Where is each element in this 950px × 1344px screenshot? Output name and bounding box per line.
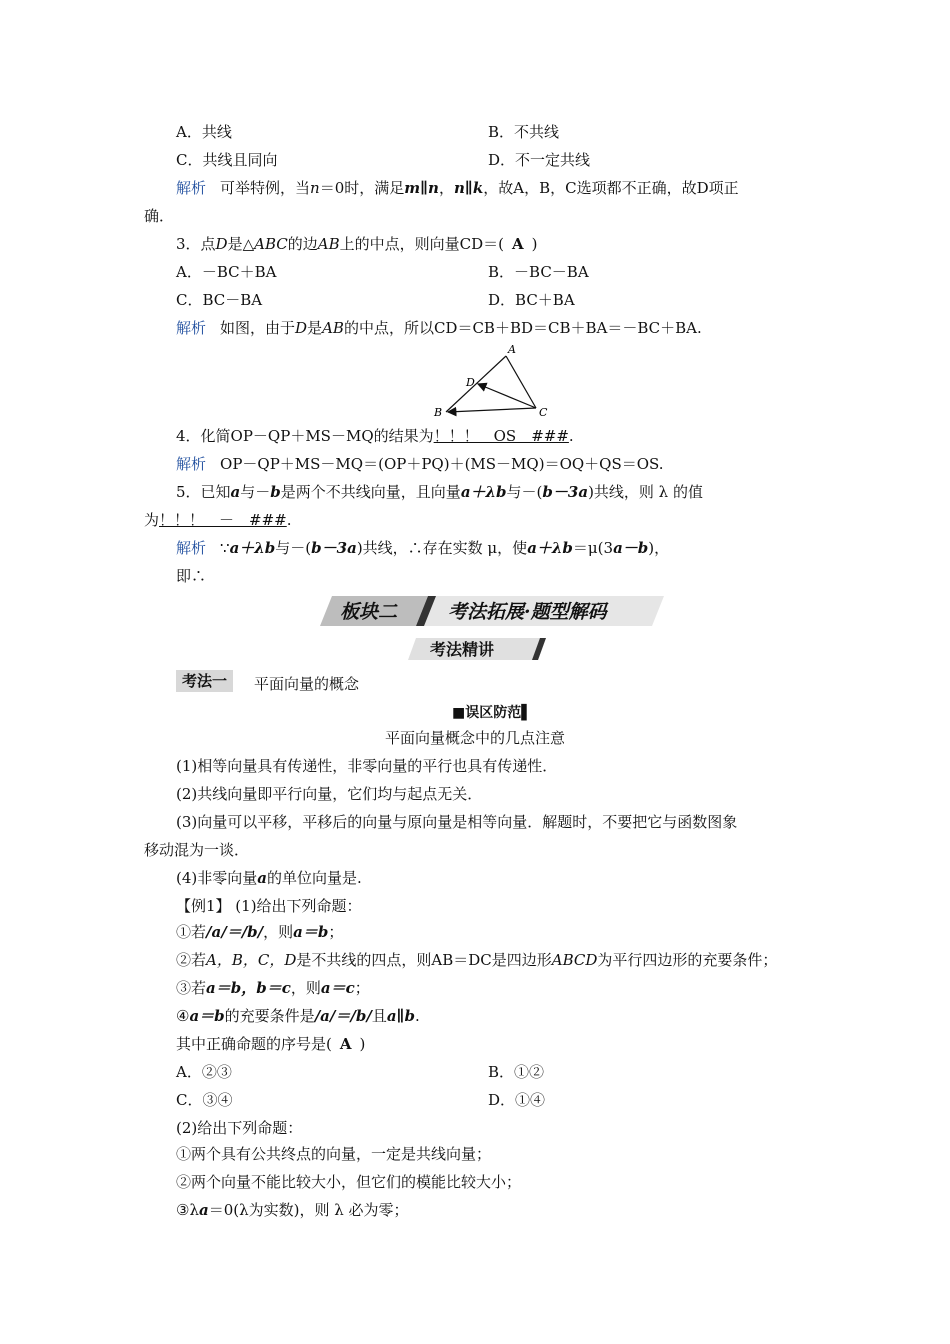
analysis-label: 解析 [176,179,207,197]
notes-title: 平面向量概念中的几点注意 [384,729,565,747]
q5-analysis: 解析 ∵a＋λb与－(b－3a)共线，∴存在实数 μ，使a＋λb＝μ(3a－b)， [176,539,670,557]
question-3: 3．点D是△ABC的边AB上的中点，则向量CD＝( A ) [176,235,538,253]
answer: A [511,235,524,253]
q2-option-d: D．不一定共线 [488,151,591,169]
example-1-p1: ①若/a/＝/b/，则a＝b； [176,923,344,941]
label-d: D [466,376,475,389]
answer: A [339,1035,352,1053]
edge-ac [506,356,536,408]
note-4: (4)非零向量a的单位向量是. [176,869,362,887]
edge-ab [446,356,506,412]
q2-analysis: 解析 可举特例，当n＝0时，满足m∥n，n∥k，故A，B，C选项都不正确，故D项正 [176,179,739,197]
q3-option-c: C．BC－BA [176,291,263,309]
label-a: A [508,343,516,356]
example-1-2-p2: ②两个向量不能比较大小，但它们的模能比较大小； [176,1173,522,1191]
wuqu-label: ■误区防范▌ [452,705,532,721]
note-1: (1)相等向量具有传递性，非零向量的平行也具有传递性． [176,757,558,775]
triangle-diagram [428,342,558,422]
example-1-p4: ④a＝b的充要条件是/a/＝/b/且a∥b. [176,1007,420,1025]
label-c: C [539,406,548,419]
example-1-head: 【例1】 (1)给出下列命题： [176,897,362,915]
q5-analysis-cont: 即∴ [176,567,207,585]
question-5-cont: 为！！！ － ###. [144,511,292,529]
example-1-option-d: D．①④ [488,1091,546,1109]
q4-analysis: 解析 OP－QP＋MS－MQ＝(OP＋PQ)＋(MS－MQ)＝OQ＋QS＝OS. [176,455,664,473]
label-b: B [434,406,443,419]
q3-option-d: D．BC＋BA [488,291,575,309]
example-1-option-b: B．①② [488,1063,545,1081]
q3-analysis: 解析 如图，由于D是AB的中点，所以CD＝CB＋BD＝CB＋BA＝－BC＋BA. [176,319,702,337]
q2-option-c: C．共线且同向 [176,151,278,169]
analysis-label: 解析 [176,539,207,557]
section-banner [318,594,668,628]
subsection-banner [408,636,548,662]
analysis-label: 解析 [176,319,207,337]
example-1-2-head: (2)给出下列命题： [176,1119,303,1137]
example-1-p3: ③若a＝b，b＝c，则a＝c； [176,979,370,997]
banner-left: 板块二 [340,601,398,623]
question-4: 4．化简OP－QP＋MS－MQ的结果为！！！ OS ###. [176,427,574,445]
q3-option-a: A．－BC＋BA [176,263,277,281]
kaofa-tag: 考法一 [176,670,233,692]
example-1-p2: ②若A，B，C，D是不共线的四点，则AB＝DC是四边形ABCD为平行四边形的充要条件； [176,951,778,969]
example-1-option-a: A．②③ [176,1063,232,1081]
answer-blank: ！！！ OS ### [433,427,569,445]
note-3: (3)向量可以平移，平移后的向量与原向量是相等向量．解题时，不要把它与函数图象 [176,813,738,831]
q2-analysis-cont: 确． [144,207,175,225]
note-3-cont: 移动混为一谈． [144,841,250,859]
example-1-2-p1: ①两个具有公共终点的向量，一定是共线向量； [176,1145,492,1163]
q3-option-b: B．－BC－BA [488,263,589,281]
q2-option-b: B．不共线 [488,123,560,141]
vector-cb [448,408,536,412]
question-5: 5．已知a与－b是两个不共线向量，且向量a＋λb与－(b－3a)共线，则 λ 的值 [176,483,703,501]
analysis-label: 解析 [176,455,207,473]
q2-option-a: A．共线 [176,123,232,141]
kaofa-title: 平面向量的概念 [254,675,360,693]
banner-right: 考法拓展·题型解码 [448,601,607,623]
banner-sub: 考法精讲 [430,640,495,659]
example-1-question: 其中正确命题的序号是( A ) [176,1035,366,1053]
answer-blank: ！！！ － ### [159,511,287,529]
example-1-option-c: C．③④ [176,1091,233,1109]
note-2: (2)共线向量即平行向量，它们均与起点无关． [176,785,483,803]
vector-cd [478,384,536,408]
example-1-2-p3: ③λa＝0(λ为实数)，则 λ 必为零； [176,1201,409,1219]
